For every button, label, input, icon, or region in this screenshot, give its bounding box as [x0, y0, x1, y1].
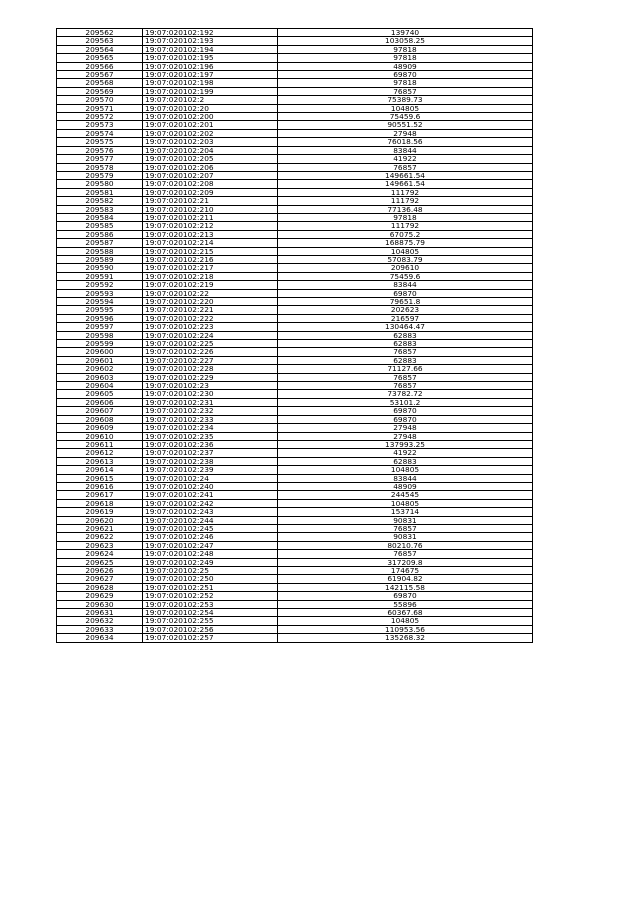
table-row	[57, 163, 533, 171]
cadastral-value-cell: 55896	[278, 600, 533, 608]
cadastral-number-cell: 19:07:020102:251	[143, 583, 278, 591]
table-row	[57, 583, 533, 591]
table-row	[57, 592, 533, 600]
cadastral-value-cell: 79651.8	[278, 298, 533, 306]
row-number-cell: 209597	[57, 323, 143, 331]
cadastral-value-cell: 76857	[278, 382, 533, 390]
cadastral-number-cell: 19:07:020102:243	[143, 508, 278, 516]
cadastral-number-cell: 19:07:020102:225	[143, 340, 278, 348]
row-number-cell: 209620	[57, 516, 143, 524]
row-number-cell: 209611	[57, 440, 143, 448]
cadastral-value-cell: 139740	[278, 29, 533, 37]
cadastral-number-cell: 19:07:020102:219	[143, 281, 278, 289]
table-row	[57, 508, 533, 516]
table-row	[57, 524, 533, 532]
row-number-cell: 209569	[57, 87, 143, 95]
row-number-cell: 209583	[57, 205, 143, 213]
row-number-cell: 209566	[57, 62, 143, 70]
row-number-cell: 209593	[57, 289, 143, 297]
table-row	[57, 272, 533, 280]
table-row	[57, 382, 533, 390]
cadastral-number-cell: 19:07:020102:202	[143, 129, 278, 137]
row-number-cell: 209578	[57, 163, 143, 171]
cadastral-number-cell: 19:07:020102:211	[143, 213, 278, 221]
cadastral-value-cell: 90551.52	[278, 121, 533, 129]
cadastral-value-cell: 75389.73	[278, 96, 533, 104]
row-number-cell: 209577	[57, 155, 143, 163]
table-row	[57, 45, 533, 53]
row-number-cell: 209603	[57, 373, 143, 381]
cadastral-value-cell: 77136.48	[278, 205, 533, 213]
row-number-cell: 209570	[57, 96, 143, 104]
cadastral-number-cell: 19:07:020102:199	[143, 87, 278, 95]
table-row	[57, 62, 533, 70]
table-row	[57, 474, 533, 482]
row-number-cell: 209616	[57, 482, 143, 490]
table-row	[57, 213, 533, 221]
row-number-cell: 209576	[57, 146, 143, 154]
cadastral-value-cell: 41922	[278, 155, 533, 163]
cadastral-value-cell: 135268.32	[278, 634, 533, 642]
table-row	[57, 491, 533, 499]
cadastral-value-cell: 75459.6	[278, 113, 533, 121]
cadastral-number-cell: 19:07:020102:203	[143, 138, 278, 146]
row-number-cell: 209591	[57, 272, 143, 280]
cadastral-value-cell: 69870	[278, 71, 533, 79]
cadastral-number-cell: 19:07:020102:256	[143, 625, 278, 633]
table-row	[57, 634, 533, 642]
cadastral-value-cell: 104805	[278, 466, 533, 474]
table-row	[57, 37, 533, 45]
table-row	[57, 29, 533, 37]
cadastral-value-cell: 111792	[278, 197, 533, 205]
cadastral-value-cell: 137993.25	[278, 440, 533, 448]
table-row	[57, 104, 533, 112]
cadastral-value-cell: 76018.56	[278, 138, 533, 146]
cadastral-number-cell: 19:07:020102:248	[143, 550, 278, 558]
table-row	[57, 424, 533, 432]
cadastral-number-cell: 19:07:020102:234	[143, 424, 278, 432]
cadastral-value-cell: 48909	[278, 482, 533, 490]
row-number-cell: 209627	[57, 575, 143, 583]
table-row	[57, 230, 533, 238]
cadastral-number-cell: 19:07:020102:253	[143, 600, 278, 608]
table-row	[57, 205, 533, 213]
row-number-cell: 209575	[57, 138, 143, 146]
cadastral-number-cell: 19:07:020102:232	[143, 407, 278, 415]
row-number-cell: 209629	[57, 592, 143, 600]
row-number-cell: 209628	[57, 583, 143, 591]
cadastral-number-cell: 19:07:020102:227	[143, 356, 278, 364]
table-row	[57, 281, 533, 289]
table-row	[57, 188, 533, 196]
row-number-cell: 209564	[57, 45, 143, 53]
cadastral-value-cell: 67075.2	[278, 230, 533, 238]
table-row	[57, 121, 533, 129]
cadastral-number-cell: 19:07:020102:254	[143, 609, 278, 617]
cadastral-number-cell: 19:07:020102:20	[143, 104, 278, 112]
cadastral-value-cell: 76857	[278, 163, 533, 171]
table-row	[57, 298, 533, 306]
row-number-cell: 209580	[57, 180, 143, 188]
table-row	[57, 499, 533, 507]
row-number-cell: 209579	[57, 171, 143, 179]
table-row	[57, 306, 533, 314]
row-number-cell: 209633	[57, 625, 143, 633]
table-row	[57, 340, 533, 348]
row-number-cell: 209574	[57, 129, 143, 137]
table-row	[57, 567, 533, 575]
table-row	[57, 247, 533, 255]
cadastral-value-cell: 76857	[278, 524, 533, 532]
row-number-cell: 209595	[57, 306, 143, 314]
cadastral-number-cell: 19:07:020102:2	[143, 96, 278, 104]
cadastral-number-cell: 19:07:020102:21	[143, 197, 278, 205]
cadastral-number-cell: 19:07:020102:229	[143, 373, 278, 381]
table-row	[57, 138, 533, 146]
cadastral-value-cell: 216597	[278, 314, 533, 322]
row-number-cell: 209622	[57, 533, 143, 541]
row-number-cell: 209619	[57, 508, 143, 516]
table-row	[57, 129, 533, 137]
cadastral-number-cell: 19:07:020102:231	[143, 398, 278, 406]
cadastral-number-cell: 19:07:020102:194	[143, 45, 278, 53]
cadastral-number-cell: 19:07:020102:192	[143, 29, 278, 37]
table-row	[57, 457, 533, 465]
table-row	[57, 617, 533, 625]
cadastral-number-cell: 19:07:020102:23	[143, 382, 278, 390]
cadastral-number-cell: 19:07:020102:245	[143, 524, 278, 532]
cadastral-number-cell: 19:07:020102:226	[143, 348, 278, 356]
row-number-cell: 209610	[57, 432, 143, 440]
table-row	[57, 180, 533, 188]
cadastral-value-cell: 104805	[278, 247, 533, 255]
cadastral-value-cell: 76857	[278, 550, 533, 558]
cadastral-number-cell: 19:07:020102:193	[143, 37, 278, 45]
table-row	[57, 331, 533, 339]
cadastral-number-cell: 19:07:020102:208	[143, 180, 278, 188]
cadastral-value-cell: 104805	[278, 499, 533, 507]
table-row	[57, 348, 533, 356]
cadastral-number-cell: 19:07:020102:207	[143, 171, 278, 179]
cadastral-value-cell: 69870	[278, 407, 533, 415]
row-number-cell: 209623	[57, 541, 143, 549]
cadastral-number-cell: 19:07:020102:224	[143, 331, 278, 339]
cadastral-number-cell: 19:07:020102:210	[143, 205, 278, 213]
row-number-cell: 209624	[57, 550, 143, 558]
table-row	[57, 87, 533, 95]
cadastral-value-cell: 62883	[278, 340, 533, 348]
row-number-cell: 209596	[57, 314, 143, 322]
row-number-cell: 209590	[57, 264, 143, 272]
cadastral-value-cell: 209610	[278, 264, 533, 272]
table-body	[57, 29, 533, 643]
table-row	[57, 373, 533, 381]
cadastral-value-cell: 142115.58	[278, 583, 533, 591]
cadastral-value-table	[56, 28, 533, 643]
row-number-cell: 209608	[57, 415, 143, 423]
cadastral-number-cell: 19:07:020102:222	[143, 314, 278, 322]
cadastral-value-cell: 168875.79	[278, 239, 533, 247]
cadastral-number-cell: 19:07:020102:218	[143, 272, 278, 280]
table-row	[57, 289, 533, 297]
table-row	[57, 440, 533, 448]
cadastral-value-cell: 41922	[278, 449, 533, 457]
table-row	[57, 155, 533, 163]
table-row	[57, 54, 533, 62]
cadastral-number-cell: 19:07:020102:24	[143, 474, 278, 482]
cadastral-number-cell: 19:07:020102:216	[143, 255, 278, 263]
cadastral-value-cell: 97818	[278, 45, 533, 53]
row-number-cell: 209585	[57, 222, 143, 230]
cadastral-number-cell: 19:07:020102:236	[143, 440, 278, 448]
cadastral-value-cell: 69870	[278, 415, 533, 423]
cadastral-number-cell: 19:07:020102:201	[143, 121, 278, 129]
row-number-cell: 209632	[57, 617, 143, 625]
table-row	[57, 415, 533, 423]
cadastral-number-cell: 19:07:020102:214	[143, 239, 278, 247]
row-number-cell: 209598	[57, 331, 143, 339]
cadastral-value-cell: 61904.82	[278, 575, 533, 583]
table-row	[57, 314, 533, 322]
row-number-cell: 209615	[57, 474, 143, 482]
cadastral-number-cell: 19:07:020102:196	[143, 62, 278, 70]
row-number-cell: 209618	[57, 499, 143, 507]
cadastral-value-cell: 48909	[278, 62, 533, 70]
table-row	[57, 533, 533, 541]
cadastral-number-cell: 19:07:020102:220	[143, 298, 278, 306]
cadastral-value-cell: 57083.79	[278, 255, 533, 263]
cadastral-number-cell: 19:07:020102:200	[143, 113, 278, 121]
table-row	[57, 558, 533, 566]
table-row	[57, 197, 533, 205]
row-number-cell: 209626	[57, 567, 143, 575]
table-row	[57, 516, 533, 524]
table-row	[57, 432, 533, 440]
cadastral-value-cell: 83844	[278, 281, 533, 289]
cadastral-value-cell: 60367.68	[278, 609, 533, 617]
cadastral-value-cell: 104805	[278, 617, 533, 625]
cadastral-number-cell: 19:07:020102:249	[143, 558, 278, 566]
row-number-cell: 209562	[57, 29, 143, 37]
cadastral-number-cell: 19:07:020102:237	[143, 449, 278, 457]
cadastral-number-cell: 19:07:020102:223	[143, 323, 278, 331]
cadastral-number-cell: 19:07:020102:217	[143, 264, 278, 272]
cadastral-number-cell: 19:07:020102:247	[143, 541, 278, 549]
table-row	[57, 407, 533, 415]
cadastral-value-cell: 111792	[278, 188, 533, 196]
cadastral-value-cell: 174675	[278, 567, 533, 575]
row-number-cell: 209599	[57, 340, 143, 348]
table-row	[57, 239, 533, 247]
cadastral-value-cell: 27948	[278, 424, 533, 432]
cadastral-value-cell: 149661.54	[278, 180, 533, 188]
cadastral-number-cell: 19:07:020102:239	[143, 466, 278, 474]
cadastral-value-cell: 90831	[278, 516, 533, 524]
cadastral-value-cell: 97818	[278, 213, 533, 221]
cadastral-value-cell: 83844	[278, 146, 533, 154]
cadastral-value-cell: 76857	[278, 373, 533, 381]
row-number-cell: 209584	[57, 213, 143, 221]
cadastral-value-cell: 76857	[278, 348, 533, 356]
cadastral-number-cell: 19:07:020102:198	[143, 79, 278, 87]
table-row	[57, 550, 533, 558]
table-row	[57, 356, 533, 364]
cadastral-value-cell: 62883	[278, 457, 533, 465]
cadastral-value-cell: 317209.8	[278, 558, 533, 566]
cadastral-number-cell: 19:07:020102:197	[143, 71, 278, 79]
table-row	[57, 146, 533, 154]
cadastral-number-cell: 19:07:020102:241	[143, 491, 278, 499]
row-number-cell: 209589	[57, 255, 143, 263]
row-number-cell: 209625	[57, 558, 143, 566]
cadastral-number-cell: 19:07:020102:204	[143, 146, 278, 154]
table-row	[57, 398, 533, 406]
cadastral-number-cell: 19:07:020102:215	[143, 247, 278, 255]
cadastral-number-cell: 19:07:020102:238	[143, 457, 278, 465]
row-number-cell: 209600	[57, 348, 143, 356]
cadastral-value-cell: 27948	[278, 432, 533, 440]
cadastral-number-cell: 19:07:020102:209	[143, 188, 278, 196]
cadastral-value-cell: 76857	[278, 87, 533, 95]
row-number-cell: 209588	[57, 247, 143, 255]
table-row	[57, 609, 533, 617]
row-number-cell: 209621	[57, 524, 143, 532]
cadastral-value-cell: 90831	[278, 533, 533, 541]
cadastral-value-cell: 27948	[278, 129, 533, 137]
cadastral-value-cell: 104805	[278, 104, 533, 112]
cadastral-number-cell: 19:07:020102:213	[143, 230, 278, 238]
cadastral-number-cell: 19:07:020102:212	[143, 222, 278, 230]
row-number-cell: 209563	[57, 37, 143, 45]
table-row	[57, 625, 533, 633]
table-row	[57, 222, 533, 230]
cadastral-value-cell: 69870	[278, 289, 533, 297]
cadastral-value-cell: 149661.54	[278, 171, 533, 179]
cadastral-value-cell: 73782.72	[278, 390, 533, 398]
row-number-cell: 209572	[57, 113, 143, 121]
cadastral-value-cell: 62883	[278, 356, 533, 364]
cadastral-number-cell: 19:07:020102:195	[143, 54, 278, 62]
cadastral-number-cell: 19:07:020102:257	[143, 634, 278, 642]
row-number-cell: 209568	[57, 79, 143, 87]
cadastral-number-cell: 19:07:020102:206	[143, 163, 278, 171]
table-row	[57, 449, 533, 457]
table-row	[57, 466, 533, 474]
table-row	[57, 600, 533, 608]
table-row	[57, 323, 533, 331]
cadastral-value-cell: 111792	[278, 222, 533, 230]
cadastral-number-cell: 19:07:020102:235	[143, 432, 278, 440]
row-number-cell: 209581	[57, 188, 143, 196]
row-number-cell: 209617	[57, 491, 143, 499]
table-row	[57, 264, 533, 272]
cadastral-number-cell: 19:07:020102:242	[143, 499, 278, 507]
cadastral-value-cell: 75459.6	[278, 272, 533, 280]
cadastral-value-cell: 83844	[278, 474, 533, 482]
row-number-cell: 209612	[57, 449, 143, 457]
row-number-cell: 209571	[57, 104, 143, 112]
table-row	[57, 171, 533, 179]
table-row	[57, 79, 533, 87]
row-number-cell: 209604	[57, 382, 143, 390]
row-number-cell: 209573	[57, 121, 143, 129]
table-row	[57, 113, 533, 121]
row-number-cell: 209631	[57, 609, 143, 617]
cadastral-value-cell: 103058.25	[278, 37, 533, 45]
cadastral-value-cell: 244545	[278, 491, 533, 499]
cadastral-number-cell: 19:07:020102:250	[143, 575, 278, 583]
table-row	[57, 482, 533, 490]
cadastral-value-cell: 80210.76	[278, 541, 533, 549]
cadastral-number-cell: 19:07:020102:252	[143, 592, 278, 600]
row-number-cell: 209587	[57, 239, 143, 247]
table-row	[57, 575, 533, 583]
cadastral-number-cell: 19:07:020102:221	[143, 306, 278, 314]
row-number-cell: 209609	[57, 424, 143, 432]
cadastral-number-cell: 19:07:020102:246	[143, 533, 278, 541]
cadastral-value-cell: 62883	[278, 331, 533, 339]
cadastral-number-cell: 19:07:020102:22	[143, 289, 278, 297]
table-row	[57, 390, 533, 398]
cadastral-value-cell: 53101.2	[278, 398, 533, 406]
row-number-cell: 209614	[57, 466, 143, 474]
cadastral-value-cell: 71127.66	[278, 365, 533, 373]
row-number-cell: 209602	[57, 365, 143, 373]
row-number-cell: 209605	[57, 390, 143, 398]
cadastral-number-cell: 19:07:020102:233	[143, 415, 278, 423]
cadastral-number-cell: 19:07:020102:255	[143, 617, 278, 625]
row-number-cell: 209601	[57, 356, 143, 364]
cadastral-value-cell: 153714	[278, 508, 533, 516]
cadastral-value-cell: 97818	[278, 79, 533, 87]
row-number-cell: 209613	[57, 457, 143, 465]
table-row	[57, 365, 533, 373]
row-number-cell: 209634	[57, 634, 143, 642]
row-number-cell: 209586	[57, 230, 143, 238]
table-row	[57, 96, 533, 104]
cadastral-value-cell: 97818	[278, 54, 533, 62]
row-number-cell: 209565	[57, 54, 143, 62]
row-number-cell: 209592	[57, 281, 143, 289]
cadastral-number-cell: 19:07:020102:244	[143, 516, 278, 524]
cadastral-value-cell: 69870	[278, 592, 533, 600]
cadastral-number-cell: 19:07:020102:230	[143, 390, 278, 398]
row-number-cell: 209594	[57, 298, 143, 306]
cadastral-value-cell: 202623	[278, 306, 533, 314]
cadastral-number-cell: 19:07:020102:228	[143, 365, 278, 373]
row-number-cell: 209582	[57, 197, 143, 205]
cadastral-value-cell: 130464.47	[278, 323, 533, 331]
cadastral-number-cell: 19:07:020102:25	[143, 567, 278, 575]
cadastral-number-cell: 19:07:020102:240	[143, 482, 278, 490]
table-row	[57, 71, 533, 79]
table-row	[57, 541, 533, 549]
row-number-cell: 209607	[57, 407, 143, 415]
row-number-cell: 209630	[57, 600, 143, 608]
row-number-cell: 209567	[57, 71, 143, 79]
row-number-cell: 209606	[57, 398, 143, 406]
cadastral-value-cell: 110953.56	[278, 625, 533, 633]
table-row	[57, 255, 533, 263]
cadastral-number-cell: 19:07:020102:205	[143, 155, 278, 163]
